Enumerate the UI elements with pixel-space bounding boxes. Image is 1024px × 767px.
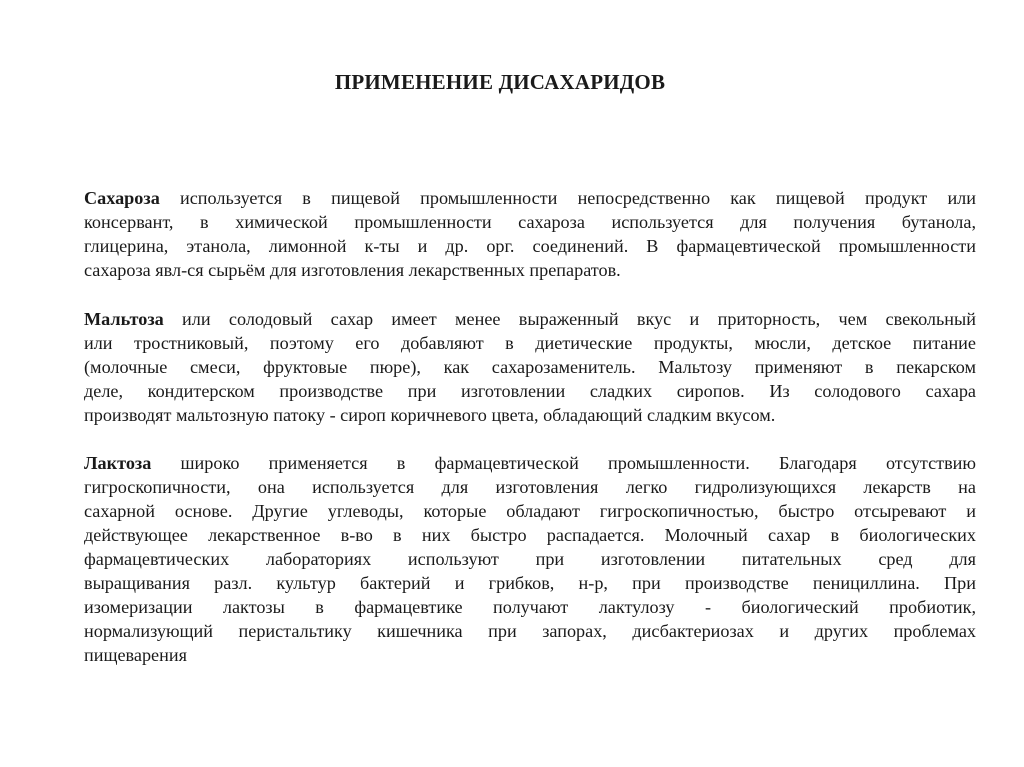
paragraph-line: изомеризации лактозы в фармацевтике получают лактулозу - биологический пробиотик,: [84, 597, 976, 617]
line-text: используется в пищевой промышленности непосредственно как пищевой продукт или: [159, 188, 976, 208]
paragraph-line: сахарной основе. Другие углеводы, которые обладают гигроскопичностью, быстро отсыревают и: [84, 501, 976, 521]
paragraph-line: [84, 307, 976, 331]
term-sucrose: Сахароза: [84, 188, 160, 208]
line-text: или солодовый сахар имеет менее выраженный вкус и приторность, чем свекольный: [163, 309, 976, 329]
paragraph-line: деле, кондитерском производстве при изготовлении сладких сиропов. Из солодового сахара: [84, 381, 976, 401]
paragraph-line: глицерина, этанола, лимонной к-ты и др. орг. соединений. В фармацевтической промышленности: [84, 236, 976, 256]
page-title: ПРИМЕНЕНИЕ ДИСАХАРИДОВ: [334, 70, 666, 94]
paragraph-line: производят мальтозную патоку - сироп коричневого цвета, обладающий сладким вкусом.: [84, 405, 776, 425]
paragraph-sucrose: [84, 186, 976, 282]
paragraph-line: [84, 186, 976, 210]
paragraph-line: действующее лекарственное в-во в них быстро распадается. Молочный сахар в биологических: [84, 525, 976, 545]
paragraph-line: выращивания разл. культур бактерий и грибков, н-р, при производстве пенициллина. При: [84, 573, 976, 593]
paragraph-line: [84, 451, 976, 475]
paragraph-lactose: [84, 451, 976, 667]
line-text: широко применяется в фармацевтической промышленности. Благодаря отсутствию: [151, 453, 976, 473]
term-lactose: Лактоза: [84, 453, 152, 473]
term-maltose: Мальтоза: [84, 309, 164, 329]
paragraph-line: сахароза явл-ся сырьём для изготовления лекарственных препаратов.: [84, 260, 621, 280]
paragraph-line: гигроскопичности, она используется для изготовления легко гидролизующихся лекарств на: [84, 477, 976, 497]
paragraph-line: пищеварения: [84, 645, 187, 665]
paragraph-line: или тростниковый, поэтому его добавляют в диетические продукты, мюсли, детское питание: [84, 333, 976, 353]
paragraph-line: консервант, в химической промышленности сахароза используется для получения бутанола,: [84, 212, 976, 232]
paragraph-line: фармацевтических лабораториях используют при изготовлении питательных сред для: [84, 549, 976, 569]
paragraph-line: нормализующий перистальтику кишечника при запорах, дисбактериозах и других проблемах: [84, 621, 976, 641]
paragraph-line: (молочные смеси, фруктовые пюре), как сахарозаменитель. Мальтозу применяют в пекарском: [84, 357, 976, 377]
paragraph-maltose: [84, 307, 976, 427]
